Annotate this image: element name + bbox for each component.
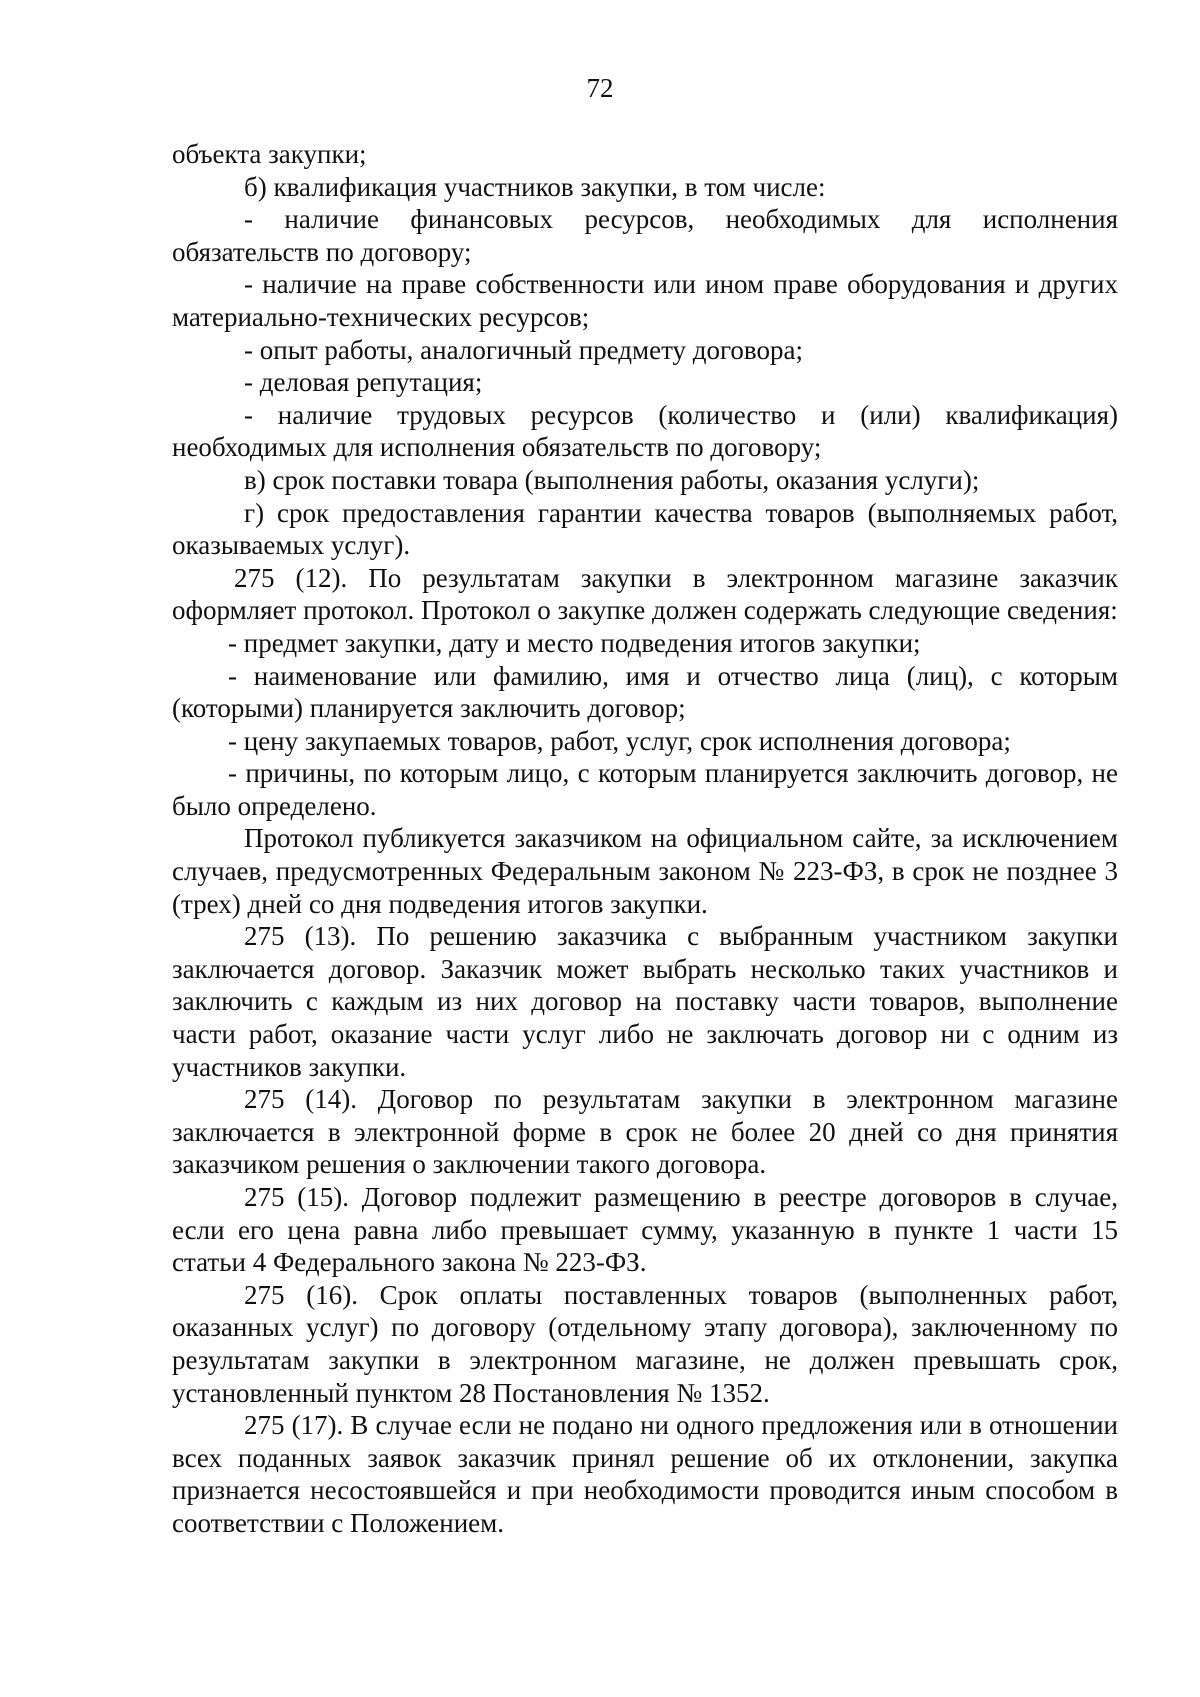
document-body — [172, 138, 1118, 1540]
paragraph: - наличие финансовых ресурсов, необходимых для исполнения обязательств по договору; — [172, 204, 1118, 267]
paragraph: объекта закупки; — [172, 139, 367, 169]
paragraph: 275 (17). В случае если не подано ни одного предложения или в отношении всех поданных заявок заказчик принял решение об их отклонении, закупка признается несостоявшейся и при необходимости проводится иным способом в соответствии с Положением. — [172, 1410, 1118, 1538]
paragraph: б) квалификация участников закупки, в том числе: — [244, 171, 826, 202]
paragraph: 275 (12). По результатам закупки в электронном магазине заказчик оформляет протокол. Протокол о закупке должен содержать следующие сведения: — [172, 562, 1118, 626]
paragraph: - опыт работы, аналогичный предмету договора; — [244, 334, 803, 365]
paragraph: - наличие трудовых ресурсов (количество и (или) квалификация) необходимых для исполнения обязательств по договору; — [172, 399, 1118, 463]
paragraph: 275 (16). Срок оплаты поставленных товаров (выполненных работ, оказанных услуг) по договору (отдельному этапу договора), заключенному по результатам закупки в электронном магазине, не должен превышать срок, установленный пунктом 28 Постановления № 1352. — [172, 1279, 1118, 1408]
paragraph: 275 (15). Договор подлежит размещению в реестре договоров в случае, если его цена равна либо превышает сумму, указанную в пункте 1 части 15 статьи 4 Федерального закона № 223-ФЗ. — [172, 1182, 1118, 1278]
paragraph: - наличие на праве собственности или ином праве оборудования и других материально-технических ресурсов; — [172, 269, 1118, 332]
paragraph: Протокол публикуется заказчиком на официальном сайте, за исключением случаев, предусмотренных Федеральным законом № 223-ФЗ, в срок не позднее 3 (трех) дней со дня подведения итогов закупки. — [172, 823, 1118, 919]
page-number: 72 — [586, 73, 614, 103]
paragraph: 275 (14). Договор по результатам закупки в электронном магазине заключается в электронной форме в срок не более 20 дней со дня принятия заказчиком решения о заключении такого договора. — [172, 1084, 1118, 1180]
paragraph: 275 (13). По решению заказчика с выбранным участником закупки заключается договор. Заказчик может выбрать несколько таких участников и заключить с каждым из них договор на поставку части товаров, выполнение части работ, оказание части услуг либо не заключать договор ни с одним из участников закупки. — [172, 921, 1118, 1082]
paragraph: г) срок предоставления гарантии качества товаров (выполняемых работ, оказываемых услуг). — [172, 497, 1118, 561]
paragraph: - наименование или фамилию, имя и отчество лица (лиц), с которым (которыми) планируется заключить договор; — [172, 660, 1118, 724]
paragraph: - деловая репутация; — [244, 367, 483, 398]
paragraph: - цену закупаемых товаров, работ, услуг, срок исполнения договора; — [228, 725, 1011, 756]
paragraph: в) срок поставки товара (выполнения работы, оказания услуги); — [244, 464, 980, 495]
paragraph: - предмет закупки, дату и место подведения итогов закупки; — [228, 627, 921, 658]
paragraph: - причины, по которым лицо, с которым планируется заключить договор, не было определено. — [172, 758, 1118, 821]
